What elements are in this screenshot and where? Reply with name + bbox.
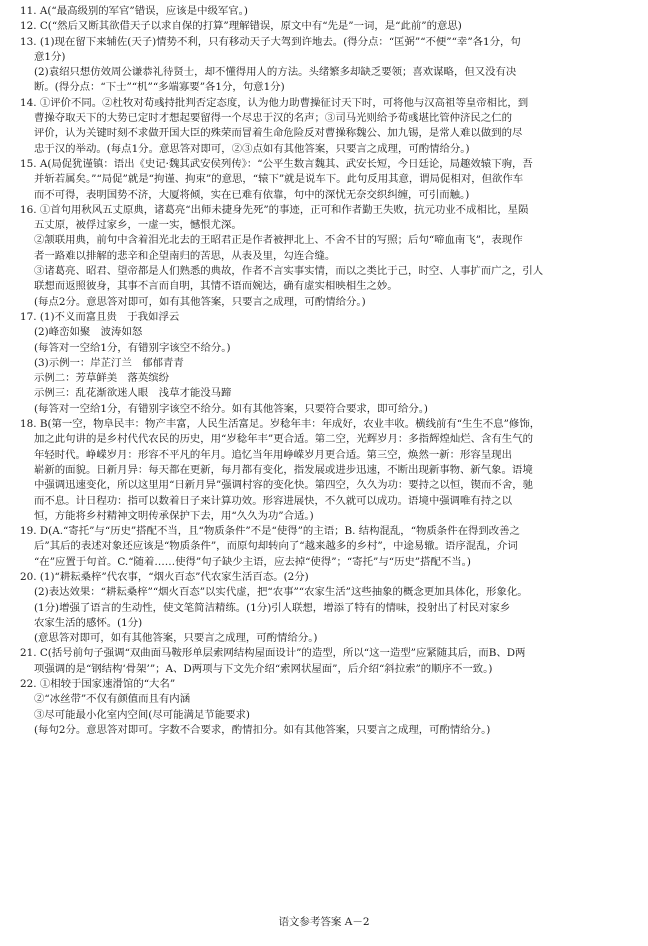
answer-line: 后”其后的表述对象还应该是“物质条件”，而原句却转向了“越来越多的乡村”，中途易辙。语序混乱，介词 [34, 540, 518, 553]
answer-line: 21. C(括号前句子强调“双曲面马鞍形单层索网结构屋面设计”的造型，所以“这一造型”应紧随其后，而B、D两 [20, 647, 526, 660]
answer-line: 崭新的面貌。日新月异：每天都在更新，每月都有变化，指发展或进步迅速，不断出现新事物、新气象。语境 [34, 463, 533, 476]
answer-line: (2)峰峦如聚 波涛如怒 [34, 326, 143, 339]
answer-line: ②“冰丝带”不仅有颜值而且有内涵 [34, 693, 191, 706]
answer-line: 11. A(“最高级别的军官”错误，应该是中级军官。) [20, 5, 248, 17]
answer-line: ③尽可能最小化室内空间(尽可能满足节能要求) [34, 708, 250, 721]
answer-line: 曹操夺取天下的大势已定时才想起要留得一个尽忠于汉的名声；③司马光则给予荀彧堪比管仲济民之仁的 [34, 112, 512, 125]
answer-line: (3)示例一：岸芷汀兰 郁郁青青 [34, 356, 184, 369]
page-footer: 语文参考答案 A－2 [278, 916, 370, 928]
answer-line: (每点2分。意思答对即可，如有其他答案，只要言之成理，可酌情给分。) [34, 295, 366, 308]
answer-line: 15. A(局促犹谨镇：语出《史记·魏其武安侯列传》：“公平生数言魏其、武安长短，今日廷论，局趣效辕下驹，吾 [20, 157, 533, 170]
answer-line: 项强调的是“钢结构‘骨架’”；A、D两项与下文先介绍“索网状屋面”，后介绍“斜拉索”的顺序不一致。) [34, 662, 493, 675]
answer-line: 13. (1)现在留下来辅佐(天子)情势不利，只有移动天子大驾到许地去。(得分点：“匡弼”“不便”“幸”各1分，句 [20, 35, 521, 48]
answer-line: 中强调迅速变化，所以这里用“日新月异”强调村容的变化快。第四空，久久为功：要持之以恒，锲而不舍，驰 [34, 479, 533, 492]
answer-line: 意1分) [34, 50, 66, 63]
answer-line: (1分)增强了语言的生动性，使文笔简洁精练。(1分)引人联想，增添了特有的情味，投射出了村民对家乡 [34, 601, 511, 614]
answer-line: 忠于汉的举动。(每点1分。意思答对即可，②③点如有其他答案，只要言之成理，可酌情给分。) [34, 142, 470, 155]
answer-line: 而不息。计日程功：指可以数着日子来计算功效。形容进展快，不久就可以成功。语境中强调唯有持之以 [34, 494, 512, 507]
answer-line: (意思答对即可，如有其他答案，只要言之成理，可酌情给分。) [34, 632, 318, 645]
answer-line: (每句2分。意思答对即可。字数不合要求，酌情扣分。如有其他答案，只要言之成理，可酌情给分。) [34, 723, 491, 736]
answer-line: 并斩若属矣。”“局促”就是“拘谨、拘束”的意思，“辕下”就是说车下。此句反用其意，谓局促相对，但欲作车 [34, 173, 524, 186]
answer-line: 示例二：芳草鲜美 落英缤纷 [34, 372, 170, 385]
answer-line: ②颔联用典，前句中含着泪光北去的王昭君正是作者被押北上、不舍不甘的写照；后句“啼血南飞”，表现作 [34, 234, 523, 247]
answer-line: 20. (1)“耕耘桑梓”代农事，“烟火百态”代农家生活百态。(2分) [20, 570, 309, 583]
answer-line: (2)表达效果：“耕耘桑梓”“烟火百态”以实代虚，把“农事”“农家生活”这些抽象的概念更加具体化，形象化。 [34, 586, 528, 599]
answer-line: 恒，方能将乡村精神文明传承保护下去，用“久久为功”合适。) [34, 509, 314, 522]
answer-line: 18. B(第一空，物阜民丰：物产丰富，人民生活富足。岁稔年丰：年成好，农业丰收。横线前有“生生不息”修饰， [20, 418, 541, 431]
answer-line: 加之此句讲的是乡村代代农民的历史，用“岁稔年丰”更合适。第二空，光辉岁月：多指辉煌灿烂、含有生气的 [34, 433, 533, 446]
answer-line: 断。(得分点：“下士”“机”“多端寡要”各1分，句意1分) [34, 81, 285, 94]
answer-line: (每答对一空给1分，有错别字该空不给分。) [34, 341, 231, 354]
answer-line: (2)袁绍只想仿效周公谦恭礼待贤士，却不懂得用人的方法。头绪繁多却缺乏要领；喜欢谋略，但又没有决 [34, 66, 517, 79]
answer-line: 而不可得，表明国势不济，大厦将倾，实在已难有依靠，句中的深忧无奈交织纠缠，可引而触。) [34, 188, 470, 201]
answer-line: 22. ①相较于国家速滑馆的“大名” [20, 678, 176, 691]
answer-line: 12. C(“然后又断其欲借天子以求自保的打算”理解错误，原文中有“先是”一词，是“此前”的意思) [20, 20, 462, 33]
answer-line: (每答对一空给1分，有错别字该空不给分。如有其他答案，只要符合要求，即可给分。) [34, 402, 428, 415]
answer-line: 16. ①首句用秋风五丈原典，诸葛亮“出师未捷身先死”的事迹，正可和作者勤王失败，抗元功业不成相比，星陨 [20, 203, 529, 216]
answer-line: ③诸葛亮、昭君、望帝都是人们熟悉的典故，作者不言实事实情，而以之类比于己，时空、人事扩而广之，引人 [34, 265, 544, 278]
answer-line: 19. D(A.“寄托”与“历史”搭配不当，且“物质条件”不是“使得”的主语；B. 结构混乱，“物质条件在得到改善之 [20, 525, 520, 538]
answer-line: “在”应置于句首。C.“随着……使得”句子缺少主语，应去掉“使得”；“寄托”与“历史”搭配不当。) [34, 555, 471, 568]
answer-line: 联想而返照彼身，其事不言而自明，其情不语而婉达，确有虚实相映相生之妙。 [34, 280, 398, 293]
answer-line: 评价，认为关键时刻不求做开国大臣的殊荣而冒着生命危险反对曹操称魏公、加九锡，是常人难以做到的尽 [34, 127, 523, 140]
answer-line: 示例三：乱花渐欲迷人眼 浅草才能没马蹄 [34, 387, 232, 400]
answer-line: 14. ①评价不同。②杜牧对荀彧持批判否定态度，认为他力助曹操征讨天下时，可将他与汉高祖等皇帝相比，到 [20, 96, 529, 109]
answer-line: 17. (1)不义而富且贵 于我如浮云 [20, 310, 180, 323]
answer-content [20, 4, 628, 738]
answer-line: 五丈原，被俘过家乡，一虚一实，憾恨尤深。 [34, 219, 242, 232]
answer-line: 年轻时代。峥嵘岁月：形容不平凡的年月。追忆当年用峥嵘岁月更合适。第三空，焕然一新：形容呈现出 [34, 448, 512, 461]
answer-line: 者一路难以排解的悲辛和企望南归的苦思，从表及里，勾连合缝。 [34, 249, 336, 262]
answer-line: 农家生活的感怀。(1分) [34, 616, 143, 629]
